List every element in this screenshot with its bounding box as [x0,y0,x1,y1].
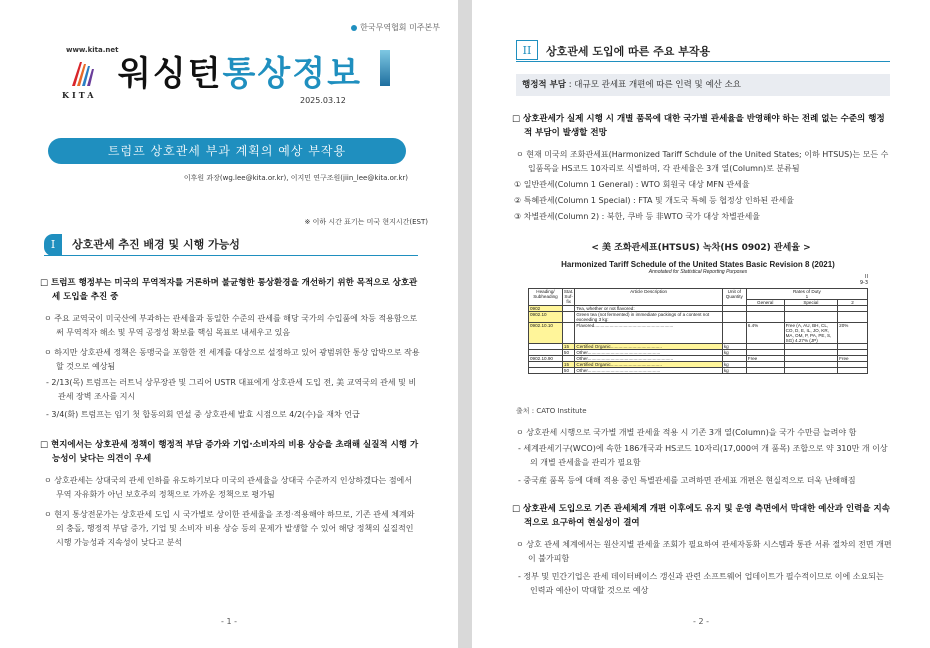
sub-heading-box: 행정적 부담 : 대규모 관세표 개편에 따른 인력 및 예산 소요 [516,74,890,96]
figure-page-ref: II 9-3 [859,274,868,286]
document-page-1 [0,0,458,648]
dash-point: - 세계관세기구(WCO)에 속한 186개국과 HS코드 10자리(17,000여 개 품목) 조합으로 약 310만 개 이상의 개별 관세율을 관리가 필요함 [518,444,888,467]
sub-point: ㅇ 상호관세 시행으로 국가별 개별 관세율 적용 시 기존 3개 열(Column)을 국가 수만큼 늘려야 함 [516,428,857,437]
dash-point: - 정부 및 민간기업은 관세 데이터베이스 갱신과 관련 소프트웨어 업데이트가 필수적이므로 이에 소요되는 인력과 예산이 막대할 것으로 예상 [518,572,884,595]
table-row: 15 Certified Organic........................................ kg [529,362,868,368]
section-1-heading [44,234,418,256]
masthead-title: 워싱턴통상정보 [118,54,362,94]
table-subheader-row: General Special 2 [529,300,868,306]
section-2-heading [516,40,890,62]
sub-point: ㅇ 현지 통상전문가는 상호관세 도입 시 국가별로 상이한 관세율을 조정·적용해야 하므로, 기존 관세 체계와의 충돌, 행정적 부담 증가, 기업 및 소비자 비용 상승 등의 문제가 발생할 수 있어 해당 정책의 실질적인 시행 가능성과 지속성이 낮다고 분석 [44,510,415,547]
sub-point: ㅇ 상호관세는 상대국의 관세 인하를 유도하기보다 미국의 관세율을 상대국 수준까지 인상하겠다는 점에서 무역 자유화가 아닌 보호주의 정책으로 가까운 정책으로 평가됨 [44,476,413,499]
report-title: 트럼프 상호관세 부과 계획의 예상 부작용 [48,138,406,164]
section-number: I [44,234,62,256]
page-gutter [458,0,472,648]
section-label: 상호관세 도입에 따른 주요 부작용 [546,45,711,58]
bullet-point: □ 상호관세가 실제 시행 시 개별 품목에 대한 국가별 관세율을 반영해야 하는 전례 없는 수준의 행정적 부담이 발생할 전망 [512,114,885,138]
bullet-dot-icon [351,25,357,31]
dash-point: - 중국産 품목 등에 대해 적용 중인 특별관세를 고려하면 관세표 개편은 현실적으로 더욱 난해해짐 [518,476,856,485]
masthead-bar [380,50,390,86]
page-number: - 1 - [221,617,237,626]
dash-point: - 3/4(화) 트럼프는 임기 첫 합동의회 연설 중 상호관세 발효 시점으로 4/2(수)을 재차 언급 [46,410,360,419]
site-url: www.kita.net [66,46,119,54]
page-number: - 2 - [693,617,709,626]
dash-point: - 2/13(목) 트럼프는 러트닉 상무장관 및 그리어 USTR 대표에게 상호관세 도입 전, 美 교역국의 관세 및 비관세 장벽 조사를 지시 [46,378,417,401]
org-note: 한국무역협회 미주본부 [351,22,440,33]
document-page-2 [472,0,930,648]
section-label: 상호관세 추진 배경 및 시행 가능성 [72,238,240,251]
bullet-point: □ 상호관세 도입으로 기존 관세체계 개편 이후에도 유지 및 운영 측면에서 막대한 예산과 인력을 지속적으로 요구하여 현실성이 결여 [512,504,890,528]
numbered-point: ① 일반관세(Column 1 General) : WTO 회원국 대상 MFN 관세율 [514,180,750,189]
table-row: 0902.10.90 Other................................................................... Free Free [529,356,868,362]
table-row: 0902.10 Green tea (not fermented) in immediate packings of a content not exceeding 3 kg: [529,312,868,323]
bullet-point: □ 현지에서는 상호관세 정책이 행정적 부담 증가와 기업·소비자의 비용 상승을 초래해 실질적 시행 가능성이 낮다는 의견이 우세 [40,440,419,464]
section-rule [44,255,418,256]
numbered-point: ③ 차별관세(Column 2) : 북한, 쿠바 등 非WTO 국가 대상 차별관세율 [514,212,761,221]
kita-logo-icon [66,56,100,90]
hts-table-figure [528,260,868,402]
figure-heading: Harmonized Tariff Schedule of the United States Basic Revision 8 (2021) [561,260,835,269]
hts-table [528,288,868,374]
authors: 이후원 과장(wg.lee@kita.or.kr), 이지민 연구조원(jiin_lee@kita.or.kr) [183,174,408,182]
table-row: 15 Certified Organic........................................ kg [529,344,868,350]
section-rule [516,61,890,62]
sub-point: ㅇ 하지만 상호관세 정책은 동맹국을 포함한 전 세계를 대상으로 설정하고 있어 광범위한 통상 압박으로 작용할 것으로 예상됨 [44,348,420,371]
sub-point: ㅇ 현재 미국의 조화관세표(Harmonized Tariff Schdule of the United States; 이하 HTSUS)는 모든 수입품목을 HS코드 10자리로 식별하며, 각 관세율은 3개 열(Column)로 분류됨 [516,150,889,173]
table-row: 0902 Tea, whether or not flavored: [529,306,868,312]
figure-subheading: Annotated for Statistical Reporting Purposes [648,269,748,275]
table-row: 50 Other......................................................... kg [529,350,868,356]
section-number: II [516,40,538,60]
figure-source: 출처 : CATO Institute [516,407,587,415]
table-header-row: Heading/ Subheading Stat. Suf- fix Article Description Unit of Quantity Rates of Duty 1 [529,289,868,300]
table-row: 0902.10.10 Flavored.............................................................. 6.4% Free (A, AU, BH, CL, CO, D, E, IL, JO, KR, MA, OM, P, PA, PE, S, SG) 4.27% (JP) 20% [529,323,868,344]
sub-point: ㅇ 주요 교역국이 미국산에 부과하는 관세율과 동일한 수준의 관세를 해당 국가의 수입품에 차등 적용함으로써 무역적자 해소 및 무역 공정성 확보를 핵심 목표로 내세우고 있음 [44,314,418,337]
kita-wordmark: KITA [62,90,97,100]
issue-date: 2025.03.12 [300,96,346,105]
time-note: ※ 이하 시간 표기는 미국 현지시간(EST) [304,218,428,226]
figure-title: < 美 조화관세표(HTSUS) 녹차(HS 0902) 관세율 > [591,243,811,253]
numbered-point: ② 특혜관세(Column 1 Special) : FTA 및 개도국 특혜 등 협정상 인하된 관세율 [514,196,794,205]
table-row: 50 Other......................................................... kg [529,368,868,374]
sub-point: ㅇ 상호 관세 체계에서는 원산지별 관세율 조회가 필요하여 관세자동화 시스템과 통관 서류 절차의 전면 개편이 불가피함 [516,540,892,563]
bullet-point: □ 트럼프 행정부는 미국의 무역적자를 거론하며 불균형한 통상환경을 개선하기 위한 목적으로 상호관세 도입을 추진 중 [40,278,418,302]
